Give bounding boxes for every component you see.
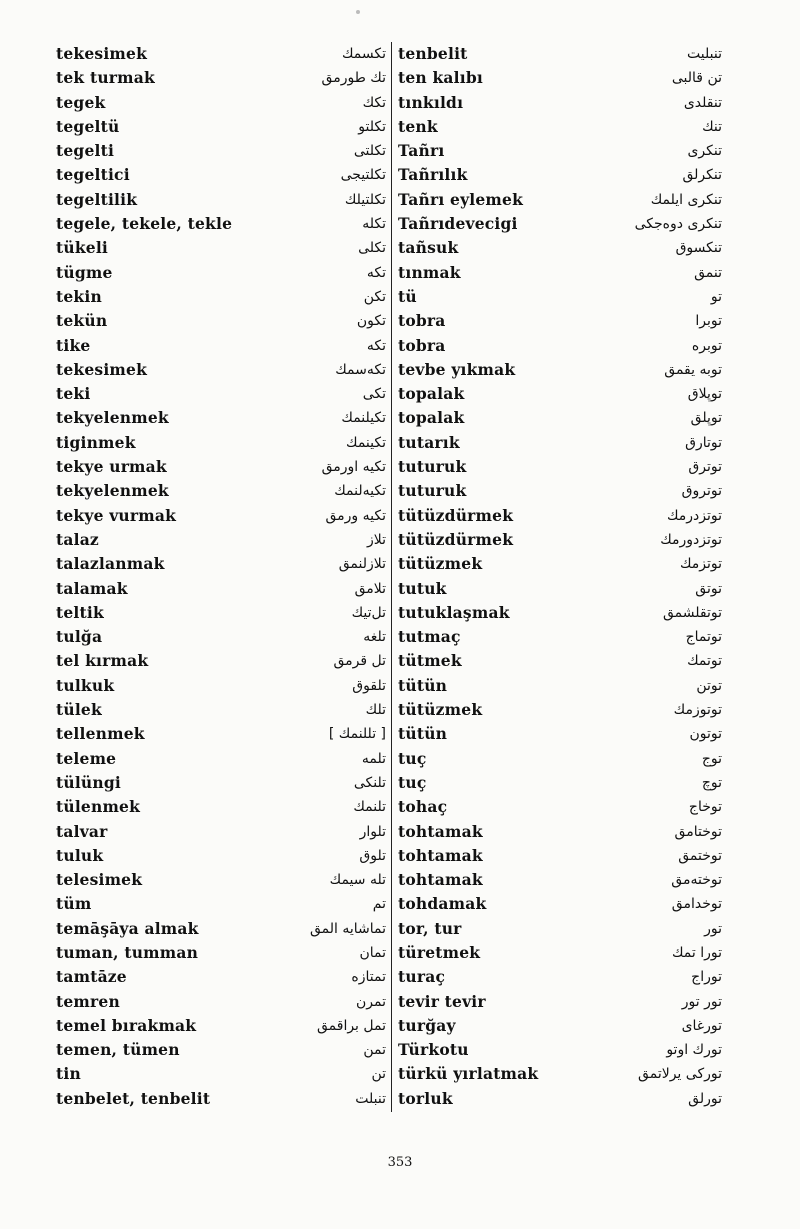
entry-arabic-script: تکه‌سمك — [335, 361, 386, 378]
dictionary-entry — [398, 674, 722, 698]
entry-arabic-script: تن — [371, 1066, 386, 1083]
dictionary-entry — [398, 528, 722, 552]
entry-term: telesimek — [56, 870, 143, 890]
entry-term: tülek — [56, 700, 102, 720]
dictionary-entry — [56, 66, 386, 90]
dictionary-entry — [56, 334, 386, 358]
entry-arabic-script: توبرا — [695, 313, 722, 330]
entry-arabic-script: توخدامق — [671, 896, 722, 913]
dictionary-entry — [398, 965, 722, 989]
dictionary-entry — [398, 309, 722, 333]
entry-term: talvar — [56, 821, 108, 841]
entry-term: tutmaç — [398, 627, 461, 647]
dictionary-entry — [56, 601, 386, 625]
entry-arabic-script: تلمه — [361, 750, 386, 767]
entry-term: tohaç — [398, 797, 448, 817]
dictionary-entry — [398, 236, 722, 260]
entry-arabic-script: تماشایه المق — [309, 920, 386, 937]
entry-term: tekesimek — [56, 359, 148, 379]
dictionary-entry — [398, 1062, 722, 1086]
dictionary-entry — [398, 795, 722, 819]
dictionary-entry — [56, 892, 386, 916]
dictionary-entry — [56, 1014, 386, 1038]
entry-arabic-script: تلازلنمق — [338, 556, 386, 573]
dictionary-entry — [56, 941, 386, 965]
entry-term: teki — [56, 384, 91, 404]
dictionary-entry — [56, 674, 386, 698]
entry-arabic-script: تکینمك — [346, 434, 386, 451]
entry-term: tohtamak — [398, 845, 483, 865]
entry-term: tenbelet, tenbelit — [56, 1088, 211, 1108]
dictionary-entry — [56, 990, 386, 1014]
left-column — [56, 42, 386, 1111]
dictionary-entry — [398, 747, 722, 771]
entry-arabic-script: تکه — [366, 264, 386, 281]
entry-arabic-script: توتماج — [685, 629, 722, 646]
entry-term: tütüzdürmek — [398, 505, 514, 525]
entry-arabic-script: تمتازه — [351, 969, 386, 986]
dictionary-entry — [398, 601, 722, 625]
dictionary-entry — [56, 309, 386, 333]
entry-term: tobra — [398, 335, 446, 355]
dictionary-entry — [398, 844, 722, 868]
entry-arabic-script: تلنمك — [353, 799, 386, 816]
entry-arabic-script: تمن — [363, 1042, 386, 1059]
dictionary-entry — [56, 455, 386, 479]
entry-arabic-script: توتروق — [681, 483, 722, 500]
dictionary-entry — [56, 236, 386, 260]
entry-arabic-script: تنکرلق — [682, 167, 722, 184]
page-number: 353 — [387, 1155, 413, 1170]
entry-term: tulğa — [56, 627, 103, 647]
dictionary-entry — [56, 382, 386, 406]
entry-arabic-script: توختمق — [678, 847, 722, 864]
entry-arabic-script: توراج — [691, 969, 722, 986]
dictionary-entry — [56, 965, 386, 989]
dictionary-entry — [398, 722, 722, 746]
entry-term: temel bırakmak — [56, 1015, 197, 1035]
dictionary-entry — [56, 577, 386, 601]
entry-arabic-script: تکك — [362, 94, 386, 111]
entry-arabic-script: تن قالبی — [671, 70, 722, 87]
entry-term: tekye vurmak — [56, 505, 177, 525]
dictionary-entry — [56, 212, 386, 236]
dictionary-entry — [56, 163, 386, 187]
entry-arabic-script: تل‌تیك — [351, 604, 386, 621]
entry-arabic-script: تلقوق — [352, 677, 386, 694]
dictionary-entry — [398, 504, 722, 528]
dictionary-entry — [398, 406, 722, 430]
entry-term: tegele, tekele, tekle — [56, 214, 233, 234]
entry-term: tütmek — [398, 651, 462, 671]
dictionary-entry — [56, 1087, 386, 1111]
entry-arabic-script: تل قرمق — [333, 653, 386, 670]
dictionary-entry — [56, 188, 386, 212]
entry-term: talaz — [56, 529, 99, 549]
entry-arabic-script: توتق — [695, 580, 722, 597]
entry-term: topalak — [398, 384, 465, 404]
entry-term: tek turmak — [56, 68, 155, 88]
entry-term: tekye urmak — [56, 457, 167, 477]
dictionary-entry — [398, 577, 722, 601]
entry-term: tañsuk — [398, 238, 459, 258]
entry-arabic-script: تکسمك — [341, 46, 386, 62]
entry-term: türkü yırlatmak — [398, 1064, 539, 1084]
entry-term: tegek — [56, 92, 106, 112]
dictionary-entry — [398, 479, 722, 503]
dictionary-entry — [56, 528, 386, 552]
entry-arabic-script: توتزمك — [679, 556, 722, 573]
entry-arabic-script: توبه یقمق — [664, 361, 722, 378]
entry-term: tınmak — [398, 262, 461, 282]
entry-arabic-script: تکیه ورمق — [325, 507, 386, 524]
entry-term: tuç — [398, 772, 427, 792]
entry-arabic-script: تکلتو — [358, 118, 386, 135]
column-divider — [391, 42, 392, 1112]
dictionary-entry — [398, 625, 722, 649]
dictionary-entry — [56, 649, 386, 673]
dictionary-entry — [398, 139, 722, 163]
entry-term: topalak — [398, 408, 465, 428]
entry-arabic-script: تور — [704, 920, 722, 937]
entry-term: tekyelenmek — [56, 408, 169, 428]
dictionary-entry — [398, 358, 722, 382]
entry-arabic-script: تور تور — [681, 993, 722, 1010]
dictionary-entry — [398, 431, 722, 455]
entry-term: tütün — [398, 724, 448, 744]
entry-arabic-script: تنکری ایلمك — [650, 191, 722, 208]
entry-term: tınkıldı — [398, 92, 464, 112]
entry-arabic-script: تورلق — [688, 1090, 722, 1107]
entry-term: tekesimek — [56, 44, 148, 63]
dictionary-entry — [398, 66, 722, 90]
dictionary-entry — [56, 115, 386, 139]
dictionary-entry — [56, 820, 386, 844]
entry-term: tuman, tumman — [56, 942, 199, 962]
entry-arabic-script: توج — [701, 750, 722, 767]
entry-arabic-script: تکون — [356, 313, 386, 330]
entry-arabic-script: تکیلنمك — [341, 410, 386, 427]
dictionary-entry — [398, 698, 722, 722]
entry-arabic-script: توتون — [689, 726, 722, 743]
dictionary-entry — [398, 382, 722, 406]
entry-arabic-script: تورا تمك — [671, 944, 722, 961]
entry-arabic-script: تکلتیجی — [340, 167, 386, 184]
dictionary-entry — [56, 285, 386, 309]
entry-term: türetmek — [398, 942, 481, 962]
entry-arabic-script: توتمك — [687, 653, 722, 670]
entry-arabic-script: تلوار — [359, 823, 386, 840]
dictionary-entry — [398, 941, 722, 965]
dictionary-entry — [56, 747, 386, 771]
entry-arabic-script: توتوزمك — [673, 702, 722, 719]
entry-term: tütüzmek — [398, 554, 483, 574]
entry-arabic-script: تکی — [362, 386, 386, 403]
entry-term: tülenmek — [56, 797, 141, 817]
entry-arabic-script: تورك اوتو — [666, 1042, 722, 1059]
entry-arabic-script: توتارق — [685, 434, 722, 451]
dictionary-entry — [398, 1087, 722, 1111]
entry-term: temāşāya almak — [56, 918, 199, 938]
dictionary-entry — [398, 892, 722, 916]
entry-arabic-script: تلك — [365, 702, 386, 719]
entry-term: Türkotu — [398, 1040, 469, 1060]
entry-term: tel kırmak — [56, 651, 149, 671]
entry-term: tükeli — [56, 238, 109, 258]
entry-arabic-script: تنبلیت — [687, 46, 722, 62]
dictionary-entry — [398, 334, 722, 358]
entry-term: turğay — [398, 1015, 456, 1035]
dictionary-entry — [398, 771, 722, 795]
entry-term: tuturuk — [398, 457, 467, 477]
dictionary-entry — [398, 990, 722, 1014]
dictionary-entry — [398, 115, 722, 139]
entry-arabic-script: تنکری دوه‌جکی — [634, 216, 722, 233]
entry-arabic-script: تم — [372, 896, 386, 913]
dictionary-entry — [398, 917, 722, 941]
entry-term: tütün — [398, 675, 448, 695]
entry-term: ten kalıbı — [398, 68, 483, 88]
entry-arabic-script: تنکری — [687, 143, 722, 160]
entry-term: tutuk — [398, 578, 447, 598]
entry-arabic-script: تمرن — [356, 993, 386, 1010]
entry-arabic-script: تمان — [359, 944, 386, 961]
entry-arabic-script: تنبلت — [355, 1090, 386, 1107]
entry-term: tohtamak — [398, 821, 483, 841]
dictionary-entry — [56, 431, 386, 455]
entry-term: tütüzdürmek — [398, 529, 514, 549]
entry-term: tevbe yıkmak — [398, 359, 516, 379]
entry-term: turaç — [398, 967, 446, 987]
entry-arabic-script: [ تللنمك ] — [328, 726, 386, 743]
entry-term: tegeltü — [56, 116, 120, 136]
entry-arabic-script: تلغه — [363, 629, 386, 646]
dictionary-entry — [398, 820, 722, 844]
entry-arabic-script: تمل براقمق — [316, 1017, 386, 1034]
entry-term: tenk — [398, 116, 438, 136]
entry-term: tevir tevir — [398, 991, 486, 1011]
dictionary-entry — [398, 455, 722, 479]
entry-arabic-script: تکلتیلك — [344, 191, 386, 208]
entry-term: tin — [56, 1064, 81, 1084]
entry-term: temen, tümen — [56, 1040, 180, 1060]
entry-term: temren — [56, 991, 120, 1011]
entry-term: tenbelit — [398, 44, 468, 63]
entry-term: tobra — [398, 311, 446, 331]
entry-arabic-script: تلاز — [366, 531, 386, 548]
entry-arabic-script: تنقلدی — [683, 94, 722, 111]
entry-term: tutarık — [398, 432, 460, 452]
entry-arabic-script: تکن — [363, 288, 386, 305]
dictionary-entry — [56, 771, 386, 795]
dictionary-entry — [56, 1038, 386, 1062]
dictionary-entry — [398, 285, 722, 309]
dictionary-entry — [56, 358, 386, 382]
dictionary-entry — [56, 868, 386, 892]
dictionary-entry — [56, 1062, 386, 1086]
entry-arabic-script: توختامق — [674, 823, 722, 840]
entry-arabic-script: توتزدرمك — [666, 507, 722, 524]
entry-term: tegeltici — [56, 165, 130, 185]
entry-arabic-script: تورکی يرلاتمق — [638, 1066, 722, 1083]
entry-arabic-script: تکلی — [358, 240, 386, 257]
dictionary-entry — [56, 504, 386, 528]
entry-term: tekin — [56, 286, 102, 306]
entry-term: tuluk — [56, 845, 104, 865]
entry-arabic-script: توپلاق — [687, 386, 722, 403]
dictionary-entry — [398, 1038, 722, 1062]
entry-term: talazlanmak — [56, 554, 165, 574]
entry-term: tüm — [56, 894, 92, 914]
entry-term: Tañrı — [398, 141, 445, 161]
dictionary-entry — [398, 42, 722, 66]
right-column — [398, 42, 722, 1111]
entry-term: Tañrıdevecigi — [398, 214, 518, 234]
entry-term: talamak — [56, 578, 128, 598]
dictionary-entry — [56, 917, 386, 941]
entry-arabic-script: تنکسوق — [675, 240, 722, 257]
dictionary-entry — [56, 91, 386, 115]
dictionary-entry — [398, 212, 722, 236]
entry-term: tülüngi — [56, 772, 121, 792]
entry-term: tike — [56, 335, 91, 355]
entry-term: tügme — [56, 262, 113, 282]
dictionary-entry — [398, 1014, 722, 1038]
entry-arabic-script: توترق — [688, 459, 722, 476]
entry-arabic-script: توتقلشمق — [662, 604, 722, 621]
entry-arabic-script: تکله — [362, 216, 386, 233]
dictionary-entry — [56, 139, 386, 163]
entry-arabic-script: توتزدورمك — [660, 531, 722, 548]
entry-term: tellenmek — [56, 724, 145, 744]
entry-arabic-script: تنك — [702, 118, 722, 135]
dictionary-entry — [398, 163, 722, 187]
entry-term: Tañrılık — [398, 165, 468, 185]
entry-arabic-script: تکلتی — [353, 143, 386, 160]
entry-term: tegeltilik — [56, 189, 138, 209]
entry-arabic-script: تورغای — [681, 1017, 722, 1034]
entry-term: tütüzmek — [398, 700, 483, 720]
entry-term: tekyelenmek — [56, 481, 169, 501]
entry-arabic-script: تلنکی — [353, 774, 386, 791]
entry-arabic-script: تکه — [366, 337, 386, 354]
dictionary-entry — [398, 649, 722, 673]
entry-arabic-script: توتن — [696, 677, 722, 694]
entry-term: teleme — [56, 748, 117, 768]
entry-arabic-script: توخاج — [688, 799, 722, 816]
entry-term: tü — [398, 286, 417, 306]
dictionary-entry — [56, 406, 386, 430]
entry-term: tegelti — [56, 141, 115, 161]
dictionary-entry — [56, 552, 386, 576]
entry-term: tamtāze — [56, 967, 127, 987]
dictionary-entry — [398, 552, 722, 576]
entry-term: tulkuk — [56, 675, 115, 695]
dictionary-entry — [56, 625, 386, 649]
entry-arabic-script: تکیه‌لنمك — [334, 483, 386, 500]
entry-arabic-script: تلامق — [354, 580, 386, 597]
entry-arabic-script: توچ — [701, 774, 722, 791]
dictionary-entry — [56, 479, 386, 503]
entry-term: tohdamak — [398, 894, 487, 914]
entry-arabic-script: تو — [710, 288, 722, 305]
entry-arabic-script: توخته‌مق — [671, 872, 722, 889]
entry-term: Tañrı eylemek — [398, 189, 524, 209]
entry-term: tuç — [398, 748, 427, 768]
dictionary-entry — [56, 795, 386, 819]
entry-term: tor, tur — [398, 918, 462, 938]
dictionary-entry — [56, 42, 386, 66]
dictionary-entry — [56, 844, 386, 868]
entry-arabic-script: تلوق — [359, 847, 386, 864]
dictionary-entry — [398, 261, 722, 285]
entry-arabic-script: تك طورمق — [321, 70, 386, 87]
entry-term: tohtamak — [398, 870, 483, 890]
entry-term: tiginmek — [56, 432, 136, 452]
dictionary-entry — [56, 698, 386, 722]
entry-arabic-script: توبره — [691, 337, 722, 354]
dictionary-entry — [398, 188, 722, 212]
entry-term: tutuklaşmak — [398, 602, 510, 622]
entry-term: tuturuk — [398, 481, 467, 501]
dictionary-entry — [398, 868, 722, 892]
entry-arabic-script: توپلق — [690, 410, 722, 427]
entry-term: torluk — [398, 1088, 453, 1108]
entry-arabic-script: تنمق — [694, 264, 722, 281]
entry-arabic-script: تله سیمك — [329, 872, 386, 889]
scan-mark — [356, 10, 360, 14]
entry-term: tekün — [56, 311, 108, 331]
entry-term: teltik — [56, 602, 104, 622]
entry-arabic-script: تکیه اورمق — [321, 459, 386, 476]
dictionary-entry — [56, 722, 386, 746]
dictionary-entry — [56, 261, 386, 285]
dictionary-entry — [398, 91, 722, 115]
